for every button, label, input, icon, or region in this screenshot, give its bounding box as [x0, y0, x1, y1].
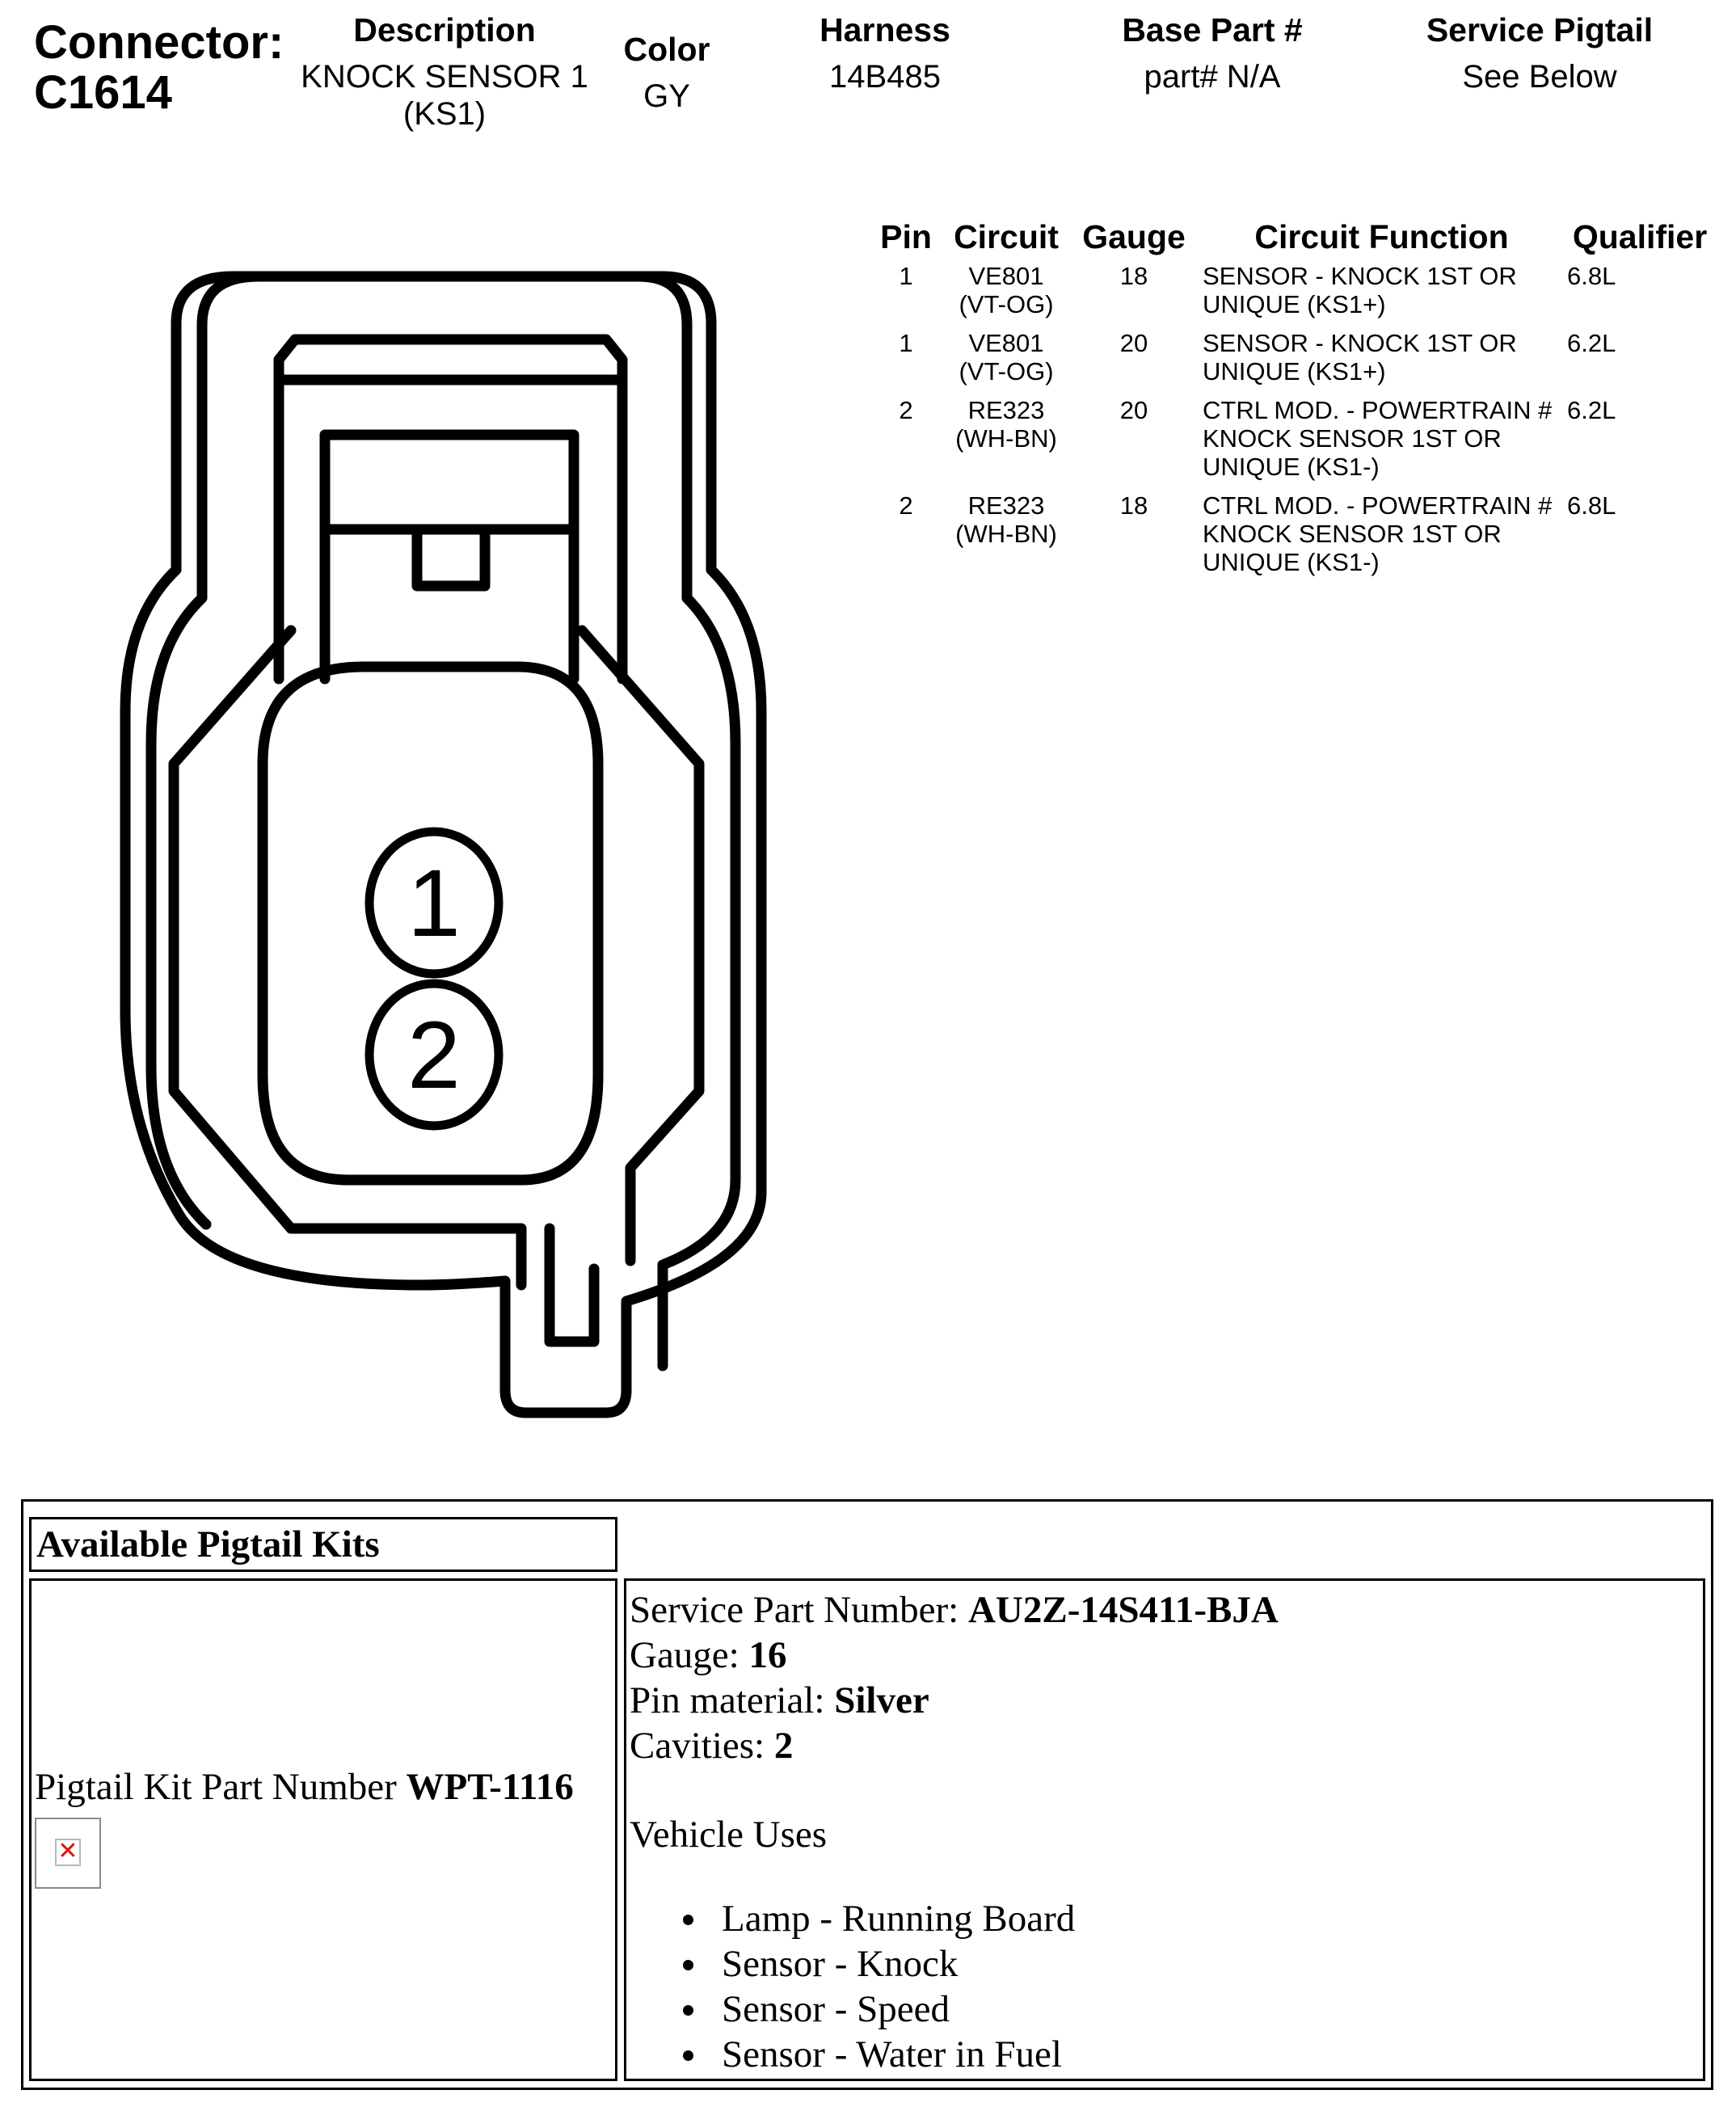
header-pin: Pin [880, 217, 932, 255]
harness-value: 14B485 [829, 59, 941, 95]
latch-window [325, 435, 574, 679]
function-line: UNIQUE (KS1-) [1203, 548, 1380, 576]
base-part-heading: Base Part # [1122, 11, 1303, 48]
header-qualifier: Qualifier [1572, 217, 1708, 255]
row-circuit [939, 329, 1073, 396]
row-function [1195, 491, 1561, 587]
list-item: Sensor - Knock [722, 1941, 1075, 1987]
connector-title [34, 18, 284, 118]
connector-outer-housing [125, 276, 761, 1413]
bullet-icon [683, 2005, 693, 2016]
harness-column [776, 11, 994, 95]
function-line: KNOCK SENSOR 1ST OR [1203, 424, 1502, 453]
base-part-value: part# N/A [1144, 59, 1281, 95]
function-line: UNIQUE (KS1+) [1203, 357, 1386, 386]
description-column [291, 11, 598, 133]
table-row [873, 491, 1713, 587]
row-gauge: 20 [1119, 329, 1148, 357]
color-value: GY [643, 78, 690, 114]
function-line: UNIQUE (KS1+) [1203, 290, 1386, 318]
pin-table-header [873, 212, 1713, 262]
bullet-icon [683, 1960, 693, 1970]
header-circuit-function: Circuit Function [1254, 217, 1509, 255]
broken-image-icon[interactable]: ✕ [35, 1818, 101, 1889]
octagon-frame [174, 630, 699, 1285]
description-line2: (KS1) [402, 96, 487, 132]
list-item: Lamp - Running Board [722, 1896, 1075, 1941]
service-pigtail-heading: Service Pigtail [1426, 11, 1654, 48]
row-pin: 2 [899, 491, 913, 520]
pigtail-kits-title: Available Pigtail Kits [29, 1517, 617, 1572]
row-pin: 1 [899, 262, 913, 290]
row-pin: 1 [899, 329, 913, 357]
gauge-spec: Gauge: 16 [630, 1634, 787, 1676]
table-row [873, 329, 1713, 396]
color-column [598, 31, 735, 115]
row-pin: 2 [899, 396, 913, 424]
row-function [1195, 329, 1561, 396]
bullet-icon [683, 2050, 693, 2061]
row-qualifier: 6.2L [1567, 329, 1616, 357]
color-heading: Color [623, 31, 710, 68]
base-part-column [1067, 11, 1358, 95]
row-qualifier: 6.8L [1567, 262, 1616, 290]
key-slot [550, 1228, 594, 1342]
circuit-code: VE801 [968, 262, 1044, 290]
row-function [1195, 396, 1561, 491]
pigtail-kit-part-number [35, 1765, 574, 1809]
pigtail-kit-cell [29, 1578, 617, 2081]
circuit-color: (VT-OG) [959, 357, 1054, 386]
function-line: CTRL MOD. - POWERTRAIN # [1203, 491, 1553, 520]
pin-2-label: 2 [407, 1002, 461, 1109]
header-gauge: Gauge [1082, 217, 1186, 255]
pin-material-spec: Pin material: Silver [630, 1679, 929, 1721]
circuit-color: (WH-BN) [955, 424, 1057, 453]
circuit-code: RE323 [967, 396, 1045, 424]
function-line: CTRL MOD. - POWERTRAIN # [1203, 396, 1553, 424]
row-function [1195, 262, 1561, 329]
row-circuit [939, 396, 1073, 491]
vehicle-uses-list [722, 1896, 1075, 2077]
bullet-icon [683, 1915, 693, 1925]
connector-id: C1614 [34, 66, 172, 119]
function-line: UNIQUE (KS1-) [1203, 453, 1380, 481]
row-circuit [939, 491, 1073, 587]
vehicle-uses-heading: Vehicle Uses [630, 1814, 828, 1856]
pin-1-label: 1 [407, 850, 461, 957]
row-gauge: 18 [1119, 262, 1148, 290]
table-row [873, 262, 1713, 329]
circuit-code: RE323 [967, 491, 1045, 520]
service-part-number: Service Part Number: AU2Z-14S411-BJA [630, 1589, 1279, 1631]
row-gauge: 20 [1119, 396, 1148, 424]
table-row [873, 396, 1713, 491]
circuit-color: (VT-OG) [959, 290, 1054, 318]
cavities-spec: Cavities: 2 [630, 1725, 794, 1767]
kit-label: Pigtail Kit Part Number [35, 1766, 407, 1808]
description-line1: KNOCK SENSOR 1 [301, 59, 588, 95]
function-line: SENSOR - KNOCK 1ST OR [1203, 329, 1517, 357]
row-qualifier: 6.2L [1567, 396, 1616, 424]
list-item: Sensor - Water in Fuel [722, 2032, 1075, 2077]
harness-heading: Harness [820, 11, 950, 48]
connector-label: Connector: [34, 16, 284, 69]
function-line: KNOCK SENSOR 1ST OR [1203, 520, 1502, 548]
circuit-code: VE801 [968, 329, 1044, 357]
row-qualifier: 6.8L [1567, 491, 1616, 520]
header-circuit: Circuit [954, 217, 1059, 255]
service-part-cell [624, 1578, 1705, 2081]
service-pigtail-value: See Below [1462, 59, 1617, 95]
circuit-color: (WH-BN) [955, 520, 1057, 548]
kit-number: WPT-1116 [406, 1766, 574, 1808]
connector-face-diagram [97, 259, 784, 1447]
row-gauge: 18 [1119, 491, 1148, 520]
description-heading: Description [353, 11, 536, 48]
list-item: Sensor - Speed [722, 1987, 1075, 2032]
pin-table [873, 212, 1713, 587]
row-circuit [939, 262, 1073, 329]
latch-tab [417, 529, 485, 586]
service-pigtail-column [1398, 11, 1681, 95]
function-line: SENSOR - KNOCK 1ST OR [1203, 262, 1517, 290]
